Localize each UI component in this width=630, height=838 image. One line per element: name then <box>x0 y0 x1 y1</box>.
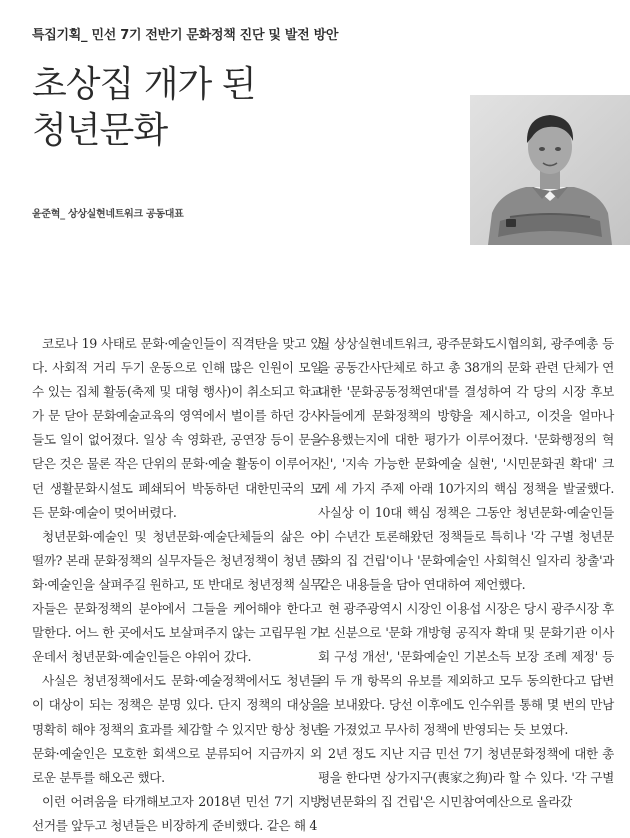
paragraph: 청년문화·예술인 및 청년문화·예술단체들의 삶은 어떨까? 본래 문화정책의 실무자들은 청년정책이 청년 문화·예술인을 살펴주길 원하고, 또 반대로 청년정책 실무자들은 문화정책의 분야에서 그들을 케어해야 한다고 말한다. 어느 한 곳에서도 보살펴주지 않는 고립무원 가운데서 청년문화·예술인들은 야위어 갔다. <box>32 528 322 665</box>
paragraph: 2년 정도 지난 지금 민선 7기 청년문화정책에 대한 총평을 한다면 상가지구(喪家之狗)라 할 수 있다. '각 구별 청년문화의 집 건립'은 시민참여예산으로 올라갔 <box>318 745 614 809</box>
author-byline: 윤준혁_ 상상실현네트워크 공동대표 <box>32 209 184 220</box>
paragraph: 이런 어려움을 타개해보고자 2018년 민선 7기 지방선거를 앞두고 청년들은 비장하게 준비했다. 같은 해 4 <box>32 793 322 833</box>
paragraph: 사실은 청년정책에서도 문화·예술정책에서도 청년들이 대상이 되는 정책은 분명 있다. 단지 정책의 대상을 명확히 해야 정책의 효과를 체감할 수 있지만 항상 청년문화·예술인은 모호한 회색으로 분류되어 지금까지 외로운 분투를 해오곤 했다. <box>32 673 322 785</box>
paragraph: 현 광주광역시 시장인 이용섭 시장은 당시 광주시장 후보 신분으로 '문화 개방형 공직자 확대 및 문화기관 이사회 구성 개선', '문화예술인 기본소득 보장 조례 제정' 등의 두 개 항목의 유보를 제외하고 모두 동의한다고 답변을 보내왔다. 당선 이후에도 인수위를 통해 몇 번의 만남을 가졌었고 무사히 정책에 반영되는 듯 보였다. <box>318 601 614 737</box>
series-header: 특집기획_ 민선 7기 전반기 문화정책 진단 및 발전 방안 <box>32 28 339 43</box>
article-column-left <box>32 332 322 838</box>
article-title <box>32 62 452 154</box>
paragraph: 월 상상실현네트워크, 광주문화도시협의회, 광주예총 등을 공동간사단체로 하고 총 38개의 문화 관련 단체가 연대한 '문화공동정책연대'를 결성하여 각 당의 시장 후보자들에게 문화정책의 방향을 제시하고, 이것을 얼마나 수용했는지에 대한 평가가 이루어졌다. '문화행정의 혁신', '지속 가능한 문화예술 실현', '시민문화권 확대' 크게 세 가지 주제 아래 10가지의 핵심 정책을 발굴했다. 사실상 이 10대 핵심 정책은 그동안 청년문화·예술인들이 수년간 토론해왔던 정책들로 특히나 '각 구별 청년문화의 집 건립'이나 '문화예술인 사회혁신 일자리 창출'과 같은 내용들을 담아 연대하여 제언했다. <box>318 336 614 592</box>
title-line-2: 청년문화 <box>32 110 168 151</box>
title-line-1: 초상집 개가 된 <box>32 64 256 105</box>
author-photo <box>470 95 630 245</box>
author-portrait-image <box>470 95 630 245</box>
paragraph: 코로나 19 사태로 문화·예술인들이 직격탄을 맞고 있다. 사회적 거리 두기 운동으로 인해 많은 인원이 모일 수 있는 집체 활동(축제 및 대형 행사)이 취소되고 학교가 문 닫아 문화예술교육의 영역에서 벌이를 하던 강사들도 일이 없어졌다. 일상 속 영화관, 공연장 등이 문을 닫은 것은 물론 작은 단위의 문화·예술 활동이 이루어지던 생활문화시설도 폐쇄되어 박동하던 대한민국의 모든 문화·예술이 멎어버렸다. <box>32 336 322 520</box>
article-column-right <box>318 332 614 814</box>
